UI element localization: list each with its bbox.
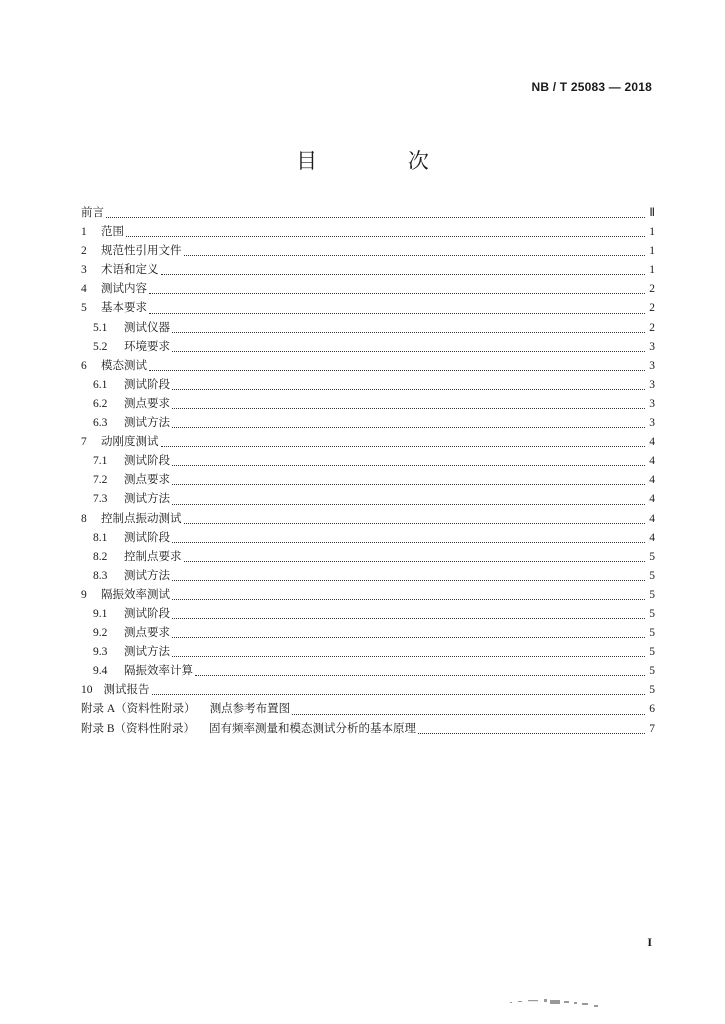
toc-entry[interactable]	[81, 376, 655, 395]
toc-entry-title: 测试报告	[103, 682, 150, 697]
toc-entry-number: 1	[81, 226, 87, 239]
toc-entry-title: 环境要求	[124, 338, 170, 353]
toc-entry-number: 6.3	[93, 417, 108, 430]
toc-entry-page: 1	[649, 264, 655, 277]
toc-entry[interactable]	[81, 681, 655, 700]
dot-leader	[152, 693, 646, 695]
toc-entry-page: 7	[649, 722, 655, 735]
toc-entry-page: 5	[649, 684, 655, 697]
toc-entry[interactable]	[81, 643, 655, 662]
toc-entry-title: 固有频率测量和模态测试分析的基本原理	[209, 720, 417, 735]
toc-entry[interactable]	[81, 490, 655, 509]
toc-entry[interactable]	[81, 720, 655, 739]
toc-entry-page: 5	[649, 627, 655, 640]
dot-leader	[184, 254, 646, 256]
dot-leader	[172, 388, 645, 390]
toc-entry-page: 5	[649, 665, 655, 678]
toc-entry-title: 测试方法	[124, 644, 170, 659]
toc-entry[interactable]	[81, 338, 655, 357]
toc-entry[interactable]	[81, 395, 655, 414]
toc-entry-title: 基本要求	[101, 300, 147, 315]
toc-entry-title: 模态测试	[101, 357, 147, 372]
toc-entry[interactable]	[81, 529, 655, 548]
toc-entry-page: 5	[649, 569, 655, 582]
toc-entry-title: 测试阶段	[124, 453, 170, 468]
toc-entry-number: 附录 B（资料性附录）	[81, 722, 196, 735]
toc-entry[interactable]	[81, 261, 655, 280]
toc-entry[interactable]	[81, 204, 655, 223]
dot-leader	[161, 445, 646, 447]
page-number: I	[647, 935, 652, 949]
toc-entry-title: 测试阶段	[124, 376, 170, 391]
toc-entry-title: 动刚度测试	[101, 434, 159, 449]
toc-entry-title: 测点要求	[124, 395, 170, 410]
toc-entry-page: 2	[649, 283, 655, 296]
toc-entry-title: 测试内容	[101, 281, 147, 296]
toc-entry[interactable]	[81, 433, 655, 452]
toc-entry-title: 测试阶段	[124, 605, 170, 620]
toc-entry-page: 4	[649, 455, 655, 468]
toc-entry-number: 8	[81, 512, 87, 525]
toc-entry[interactable]	[81, 586, 655, 605]
toc-entry-title: 测试阶段	[124, 529, 170, 544]
toc-entry-page: 2	[649, 321, 655, 334]
toc-entry-page: 3	[649, 359, 655, 372]
toc-entry-number: 7.1	[93, 455, 108, 468]
toc-entry-number: 7	[81, 436, 87, 449]
table-of-contents	[81, 204, 655, 739]
dot-leader	[172, 331, 645, 333]
toc-entry[interactable]	[81, 414, 655, 433]
toc-entry-number: 5.1	[93, 321, 108, 334]
dot-leader	[161, 273, 646, 275]
toc-entry-title: 测点要求	[124, 625, 170, 640]
toc-entry-number: 10	[81, 684, 93, 697]
dot-leader	[172, 598, 645, 600]
toc-entry-number: 附录 A（资料性附录）	[81, 703, 196, 716]
toc-entry-page: Ⅱ	[649, 207, 655, 219]
toc-entry-title: 控制点振动测试	[101, 510, 182, 525]
toc-entry[interactable]	[81, 567, 655, 586]
dot-leader	[172, 655, 645, 657]
dot-leader	[172, 636, 645, 638]
toc-entry[interactable]	[81, 242, 655, 261]
toc-entry-number: 8.2	[93, 550, 108, 563]
toc-entry-page: 5	[649, 588, 655, 601]
dot-leader	[149, 312, 645, 314]
toc-entry-number: 9.4	[93, 665, 108, 678]
toc-entry-number: 5	[81, 302, 87, 315]
toc-entry-title: 测试方法	[124, 567, 170, 582]
toc-entry[interactable]	[81, 319, 655, 338]
toc-entry-title: 测试仪器	[124, 319, 170, 334]
toc-entry[interactable]	[81, 624, 655, 643]
toc-entry[interactable]	[81, 299, 655, 318]
toc-entry-number: 6.2	[93, 397, 108, 410]
toc-entry[interactable]	[81, 223, 655, 242]
dot-leader	[172, 503, 645, 505]
dot-leader	[172, 483, 645, 485]
toc-entry-title: 控制点要求	[124, 548, 182, 563]
toc-entry-number: 7.2	[93, 474, 108, 487]
toc-entry[interactable]	[81, 548, 655, 567]
toc-entry-number: 9.3	[93, 646, 108, 659]
toc-entry[interactable]	[81, 700, 655, 719]
toc-entry-page: 5	[649, 550, 655, 563]
toc-entry[interactable]	[81, 280, 655, 299]
dot-leader	[149, 292, 645, 294]
toc-entry[interactable]	[81, 357, 655, 376]
toc-entry-title: 隔振效率计算	[124, 663, 193, 678]
toc-entry-page: 3	[649, 397, 655, 410]
toc-entry-number: 9.2	[93, 627, 108, 640]
toc-entry-page: 6	[649, 703, 655, 716]
toc-entry-page: 5	[649, 646, 655, 659]
toc-entry-title: 测试方法	[124, 415, 170, 430]
dot-leader	[184, 522, 646, 524]
toc-entry-title: 测点参考布置图	[209, 701, 291, 716]
dot-leader	[126, 235, 645, 237]
dot-leader	[195, 674, 645, 676]
toc-entry[interactable]	[81, 452, 655, 471]
dot-leader	[292, 713, 645, 715]
toc-entry-number: 7.3	[93, 493, 108, 506]
dot-leader	[106, 216, 645, 218]
standard-code: NB / T 25083 — 2018	[531, 80, 652, 94]
toc-entry-title: 术语和定义	[101, 262, 159, 277]
toc-entry[interactable]	[81, 605, 655, 624]
toc-entry[interactable]	[81, 662, 655, 681]
toc-entry-number: 2	[81, 245, 87, 258]
dot-leader	[172, 617, 645, 619]
toc-entry-page: 5	[649, 607, 655, 620]
toc-entry-number: 9.1	[93, 607, 108, 620]
toc-entry-page: 4	[649, 493, 655, 506]
dot-leader	[172, 426, 645, 428]
dot-leader	[172, 579, 645, 581]
toc-entry[interactable]	[81, 471, 655, 490]
dot-leader	[172, 541, 645, 543]
toc-entry-title: 范围	[101, 224, 124, 239]
toc-entry-number: 6.1	[93, 378, 108, 391]
dot-leader	[172, 407, 645, 409]
toc-entry-page: 1	[649, 226, 655, 239]
toc-entry[interactable]	[81, 510, 655, 529]
toc-entry-number: 8.3	[93, 569, 108, 582]
toc-entry-number: 6	[81, 359, 87, 372]
toc-entry-title: 测试方法	[124, 491, 170, 506]
dot-leader	[418, 732, 645, 734]
toc-entry-page: 1	[649, 245, 655, 258]
toc-entry-title: 测点要求	[124, 472, 170, 487]
toc-entry-title: 隔振效率测试	[101, 586, 170, 601]
toc-entry-page: 4	[649, 531, 655, 544]
dot-leader	[172, 464, 645, 466]
scan-artifact	[510, 995, 600, 1009]
page-title: 目 次	[296, 149, 471, 173]
dot-leader	[184, 560, 646, 562]
toc-entry-page: 4	[649, 474, 655, 487]
dot-leader	[172, 350, 645, 352]
toc-entry-number: 5.2	[93, 340, 108, 353]
toc-entry-title: 规范性引用文件	[101, 243, 182, 258]
toc-entry-page: 4	[649, 512, 655, 525]
toc-entry-title: 前言	[81, 205, 104, 219]
toc-entry-page: 2	[649, 302, 655, 315]
dot-leader	[149, 369, 645, 371]
toc-entry-number: 3	[81, 264, 87, 277]
toc-entry-number: 4	[81, 283, 87, 296]
toc-entry-page: 3	[649, 340, 655, 353]
toc-entry-page: 4	[649, 436, 655, 449]
toc-entry-page: 3	[649, 378, 655, 391]
toc-entry-page: 3	[649, 417, 655, 430]
toc-entry-number: 8.1	[93, 531, 108, 544]
toc-entry-number: 9	[81, 588, 87, 601]
